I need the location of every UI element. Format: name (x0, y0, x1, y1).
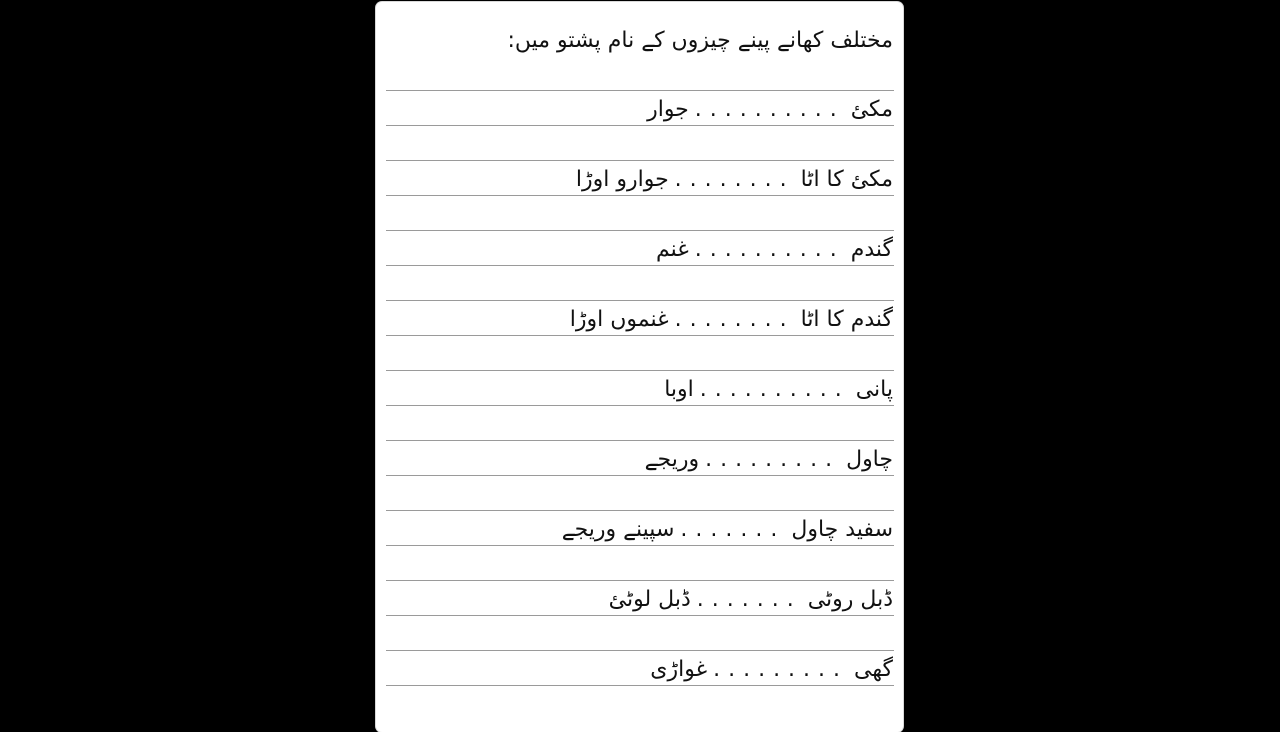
pashto-word: وریجے (644, 447, 700, 472)
urdu-word: مکئ کا اٹا (800, 167, 893, 192)
urdu-word: گندم (850, 237, 893, 262)
vocab-entry (562, 517, 893, 542)
vocab-entry (656, 237, 893, 262)
vocab-entry (609, 587, 893, 612)
urdu-word: پانی (855, 377, 893, 402)
ruled-line (386, 160, 894, 161)
ruled-line (386, 370, 894, 371)
ruled-line (386, 300, 894, 301)
pashto-word: سپینے وریجے (561, 517, 675, 542)
vocab-entry (650, 657, 893, 682)
ruled-line (386, 265, 894, 266)
ruled-line (386, 440, 894, 441)
pashto-word: اوبا (664, 377, 694, 402)
ruled-line (386, 335, 894, 336)
ruled-line (386, 125, 894, 126)
ruled-line (386, 510, 894, 511)
ruled-line (386, 230, 894, 231)
ruled-line (386, 90, 894, 91)
ruled-line (386, 195, 894, 196)
dot-leader: .......... (699, 377, 850, 402)
dot-leader: ....... (696, 587, 802, 612)
ruled-line (386, 475, 894, 476)
ruled-line (386, 580, 894, 581)
urdu-word: مکئ (850, 97, 893, 122)
page-title: مختلف کھانے پینے چیزوں کے نام پشتو میں: (507, 28, 893, 53)
dot-leader: ....... (680, 517, 786, 542)
pashto-word: ڈبل لوٹئ (608, 587, 691, 612)
dot-leader: .......... (694, 237, 845, 262)
dot-leader: ......... (713, 657, 849, 682)
ruled-line (386, 685, 894, 686)
urdu-word: گندم کا اٹا (800, 307, 893, 332)
urdu-word: سفید چاول (791, 517, 893, 542)
dot-leader: .......... (694, 97, 845, 122)
pashto-word: جوارو اوڑا (575, 167, 669, 192)
dot-leader: ........ (674, 167, 795, 192)
worksheet-page (376, 2, 903, 732)
dot-leader: ......... (705, 447, 841, 472)
urdu-word: ڈبل روٹی (807, 587, 893, 612)
pashto-word: جوار (647, 97, 689, 122)
pashto-word: غنم (655, 237, 689, 262)
vocab-entry (645, 447, 893, 472)
dot-leader: ........ (674, 307, 795, 332)
vocab-entry (576, 167, 893, 192)
vocab-entry (664, 377, 893, 402)
ruled-line (386, 405, 894, 406)
ruled-line (386, 650, 894, 651)
vocab-entry (647, 97, 893, 122)
vocab-entry (570, 307, 893, 332)
pashto-word: غنموں اوڑا (569, 307, 669, 332)
urdu-word: چاول (846, 447, 893, 472)
pashto-word: غواڑی (650, 657, 708, 682)
urdu-word: گھی (854, 657, 893, 682)
ruled-line (386, 545, 894, 546)
ruled-line (386, 615, 894, 616)
